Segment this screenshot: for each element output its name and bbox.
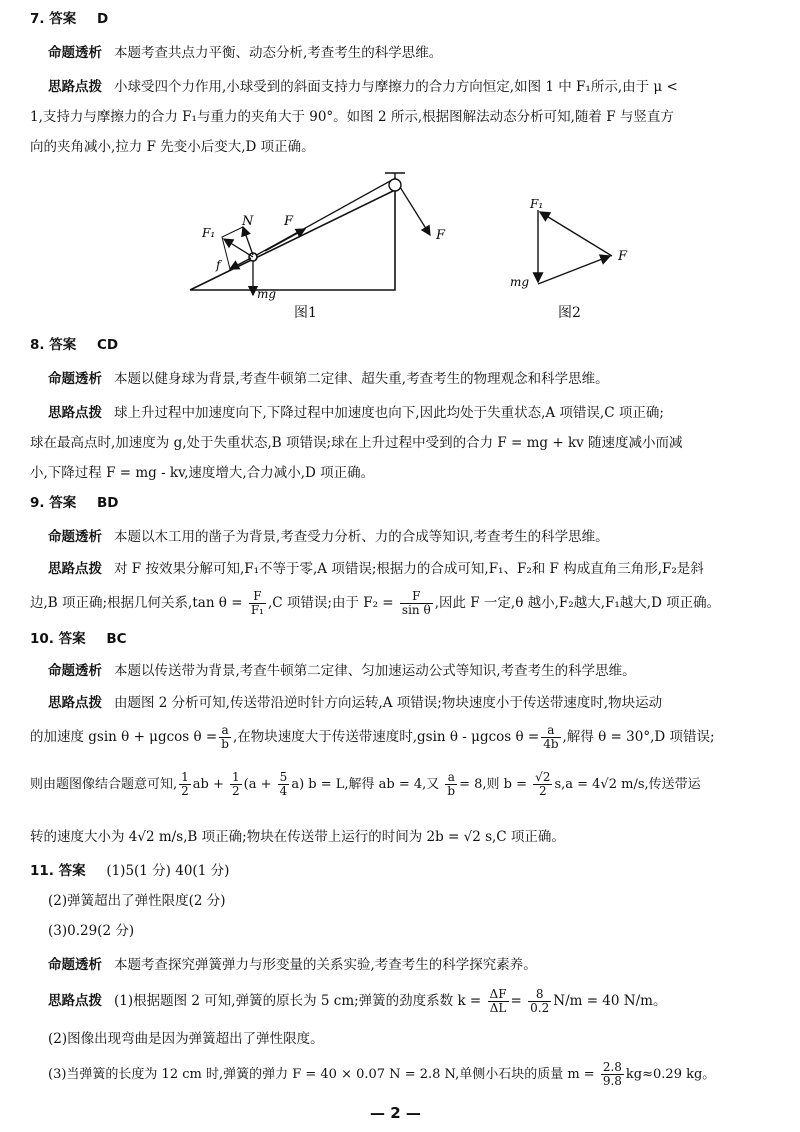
q10-idea-line2: 的加速度 gsin θ + μgcos θ = $\frac{a}{b}$ ,在物块速度大于传送带速度时,gsin θ - μgcos θ = $\frac{a}{4b}$ ,解得 θ = 30°,D 项错误; bbox=[30, 723, 715, 751]
q7-idea-line2: 1,支持力与摩擦力的合力 F₁与重力的夹角大于 90°。如图 2 所示,根据图解法动态分析可知,随着 F 与竖直方 bbox=[30, 109, 674, 125]
label-mg: mg bbox=[257, 287, 277, 301]
q11-idea-line3: (3)当弹簧的长度为 12 cm 时,弹簧的弹力 F = 40 × 0.07 N = 2.8 N,单侧小石块的质量 m = $\frac{2.8}{9.8}$ kg≈0.29 kg。 bbox=[48, 1060, 716, 1088]
figure-1-caption: 图1 bbox=[294, 305, 317, 321]
fig2-label-f: F bbox=[618, 249, 628, 264]
q11-frac-df-dl: $\frac{\Delta F}{\Delta L}$ bbox=[489, 987, 507, 1015]
q11-idea-line1: 思路点拨 (1)根据题图 2 可知,弹簧的原长为 5 cm;弹簧的劲度系数 k = $\frac{\Delta F}{\Delta L}$ = $\frac{8}{0.2}$ N/m = 40 N/m。 bbox=[48, 987, 667, 1015]
friction-arrow bbox=[230, 258, 251, 269]
page-number: — 2 — bbox=[370, 1104, 421, 1122]
q11-answer-label: 答案 bbox=[58, 863, 86, 879]
q8-insight-label: 命题透析 bbox=[48, 371, 102, 387]
q10-frac-a-b: $\frac{a}{b}$ bbox=[221, 723, 229, 751]
fig2-label-f1: F₁ bbox=[530, 197, 544, 211]
normal-force-arrow bbox=[243, 227, 253, 255]
q10-insight bbox=[48, 662, 636, 680]
q8-idea-label: 思路点拨 bbox=[48, 405, 102, 421]
q11-answer-3: (3)0.29(2 分) bbox=[48, 923, 135, 939]
rope-pull-arrow bbox=[400, 187, 430, 235]
q7-insight-label: 命题透析 bbox=[48, 45, 102, 61]
q8-insight-text: 本题以健身球为背景,考查牛顿第二定律、超失重,考查考生的物理观念和科学思维。 bbox=[114, 371, 609, 387]
q8-header bbox=[30, 336, 118, 354]
q8-insight bbox=[48, 370, 609, 388]
q10-idea-label: 思路点拨 bbox=[48, 695, 102, 711]
q11-insight bbox=[48, 956, 537, 974]
q10-frac-a-4b: $\frac{a}{4b}$ bbox=[543, 723, 559, 751]
q8-idea-text1: 球上升过程中加速度向下,下降过程中加速度也向下,因此均处于失重状态,A 项错误,C 项正确; bbox=[114, 405, 664, 421]
fig2-f1-arrow bbox=[540, 212, 612, 256]
q7-idea-line1 bbox=[48, 78, 678, 96]
q7-idea-label: 思路点拨 bbox=[48, 79, 102, 95]
q11-insight-label: 命题透析 bbox=[48, 957, 102, 973]
q7-answer-label: 答案 bbox=[49, 11, 77, 27]
q10-frac-sqrt2-2: $\frac{√2}{2}$ bbox=[535, 770, 551, 798]
q8-idea-line1 bbox=[48, 404, 664, 422]
q10-number: 10. bbox=[30, 631, 54, 647]
fig2-f-arrow bbox=[538, 256, 610, 284]
q11-idea-label: 思路点拨 bbox=[48, 993, 102, 1009]
label-f: F bbox=[284, 214, 294, 229]
q9-idea-label: 思路点拨 bbox=[48, 561, 102, 577]
q9-fraction-2: $\frac{F}{\text{sin θ}}$ bbox=[401, 589, 431, 617]
q9-idea-text1: 对 F 按效果分解可知,F₁不等于零,A 项错误;根据力的合成可知,F₁、F₂和 F 构成直角三角形,F₂是斜 bbox=[114, 561, 704, 577]
q7-header bbox=[30, 10, 108, 28]
q10-idea-line4: 转的速度大小为 4√2 m/s,B 项正确;物块在传送带上运行的时间为 2b = √2 s,C 项正确。 bbox=[30, 829, 565, 845]
q8-answer-label: 答案 bbox=[49, 337, 77, 353]
incline-triangle bbox=[190, 190, 395, 290]
q9-insight-label: 命题透析 bbox=[48, 529, 102, 545]
label-n: N bbox=[242, 214, 254, 229]
q7-answer: D bbox=[96, 11, 109, 27]
q9-idea-line1 bbox=[48, 560, 704, 578]
force-f-arrow bbox=[265, 229, 305, 251]
q9-text-c: ,因此 F 一定,θ 越小,F₂越大,F₁越大,D 项正确。 bbox=[434, 595, 721, 611]
q9-fraction-1: $\frac{F}{\text{F₁}}$ bbox=[250, 589, 264, 617]
q9-header bbox=[30, 494, 118, 512]
label-f-rope: F bbox=[436, 228, 446, 243]
figure-2 bbox=[500, 190, 640, 300]
label-f1: F₁ bbox=[202, 226, 216, 240]
q8-idea-line2: 球在最高点时,加速度为 g,处于失重状态,B 项错误;球在上升过程中受到的合力 F = mg + kv 随速度减小而减 bbox=[30, 435, 683, 451]
q10-header bbox=[30, 630, 127, 648]
q10-idea-line3: 则由题图像结合题意可知, $\frac{1}{2}$ ab + $\frac{1}{2}$ (a + $\frac{5}{4}$ a) b = L,解得 ab = 4,又 $\frac{a}{b}$ = 8,则 b = $\frac{√2}{2}$ s,a = 4√2 m/s,传送带运 bbox=[30, 770, 701, 798]
q7-number: 7. bbox=[30, 11, 45, 27]
q7-idea-line3: 向的夹角减小,拉力 F 先变小后变大,D 项正确。 bbox=[30, 139, 315, 155]
q8-number: 8. bbox=[30, 337, 45, 353]
q11-answer-2: (2)弹簧超出了弹性限度(2 分) bbox=[48, 893, 226, 909]
q10-frac-a-b-2: $\frac{a}{b}$ bbox=[447, 770, 456, 798]
q10-answer-label: 答案 bbox=[58, 631, 86, 647]
q10-idea-text1: 由题图 2 分析可知,传送带沿逆时针方向运转,A 项错误;物块速度小于传送带速度时,物块运动 bbox=[114, 695, 663, 711]
q10-insight-label: 命题透析 bbox=[48, 663, 102, 679]
q9-text-b: ,C 项错误;由于 F₂ = bbox=[267, 595, 394, 611]
q7-insight-text: 本题考查共点力平衡、动态分析,考查考生的科学思维。 bbox=[114, 45, 443, 61]
figure-2-caption: 图2 bbox=[558, 305, 581, 321]
q10-answer: BC bbox=[106, 631, 127, 647]
q9-answer-label: 答案 bbox=[49, 495, 77, 511]
q10-frac-half-1: $\frac{1}{2}$ bbox=[181, 770, 189, 798]
q9-insight-text: 本题以木工用的凿子为背景,考查受力分析、力的合成等知识,考查考生的科学思维。 bbox=[114, 529, 609, 545]
q8-answer: CD bbox=[96, 337, 119, 353]
q8-idea-line3: 小,下降过程 F = mg - kv,速度增大,合力减小,D 项正确。 bbox=[30, 465, 375, 481]
q11-frac-8-02: $\frac{8}{0.2}$ bbox=[530, 987, 550, 1015]
q11-number: 11. bbox=[30, 863, 54, 879]
q7-idea-text1: 小球受四个力作用,小球受到的斜面支持力与摩擦力的合力方向恒定,如图 1 中 F₁所示,由于 μ < bbox=[114, 79, 678, 95]
q10-idea-line1 bbox=[48, 694, 662, 712]
q11-idea-line2: (2)图像出现弯曲是因为弹簧超出了弹性限度。 bbox=[48, 1031, 324, 1047]
q9-number: 9. bbox=[30, 495, 45, 511]
q11-insight-text: 本题考查探究弹簧弹力与形变量的关系实验,考查考生的科学探究素养。 bbox=[114, 957, 537, 973]
q7-insight bbox=[48, 44, 442, 62]
q9-idea-line2 bbox=[30, 588, 720, 618]
q11-answer-1: (1)5(1 分) 40(1 分) bbox=[106, 863, 230, 879]
force-parallelogram bbox=[222, 227, 243, 269]
q9-insight bbox=[48, 528, 609, 546]
figure-1 bbox=[180, 165, 480, 305]
q9-text-a: 边,B 项正确;根据几何关系,tan θ = bbox=[30, 595, 243, 611]
fig2-label-mg: mg bbox=[510, 275, 530, 289]
q10-insight-text: 本题以传送带为背景,考查牛顿第二定律、匀加速运动公式等知识,考查考生的科学思维。 bbox=[114, 663, 636, 679]
q9-answer: BD bbox=[96, 495, 119, 511]
q10-frac-5-4: $\frac{5}{4}$ bbox=[279, 770, 288, 798]
q10-frac-half-2: $\frac{1}{2}$ bbox=[232, 770, 240, 798]
label-friction: f bbox=[216, 258, 221, 272]
q11-frac-28-98: $\frac{2.8}{9.8}$ bbox=[602, 1060, 622, 1088]
q11-header bbox=[30, 862, 229, 880]
